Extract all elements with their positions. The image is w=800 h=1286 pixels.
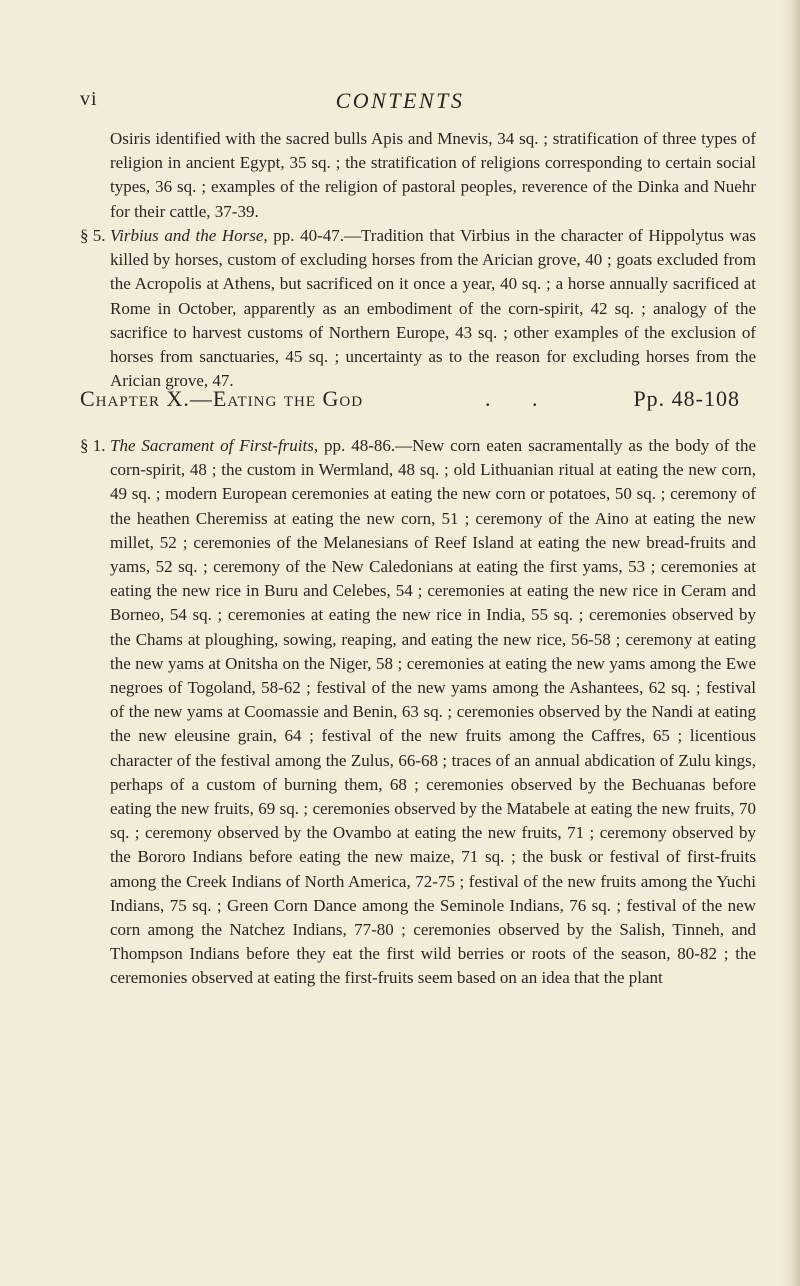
section-1-text: pp. 48-86.—New corn eaten sacramentally as the body of the corn-spirit, 48 ; the custom in Wermland, 48 sq. ; old Lithuanian ritual at eating the new corn, 49 sq. ; modern European ceremonies at eating the new corn or potatoes, 50 sq. ; ceremony of the heathen Cheremiss at eating the new corn, 51 ; ceremony of the Aino at eating the new millet, 52 ; ceremonies of the Melanesians of Reef Island at eating the new bread-fruits and yams, 52 sq. ; ceremony of the New Caledonians at eating the first yams, 53 ; ceremonies at eating the new rice in Buru and Celebes, 54 ; ceremonies at eating the new rice in Ceram and Borneo, 54 sq. ; ceremonies at eating the new rice in India, 55 sq. ; ceremonies observed by the Chams at ploughing, sowing, reaping, and eating the new rice, 56-58 ; ceremony at eating the new yams at Onitsha on the Niger, 58 ; ceremonies at eating the new yams among the Ewe negroes of Togoland, 58-62 ; festival of the new yams among the Ashantees, 62 sq. ; festival of the new yams at Coomassie and Benin, 63 sq. ; ceremonies observed by the Nandi at eating the new eleusine grain, 64 ; festival of the new fruits among the Caffres, 65 ; licentious character of the festival among the Zulus, 66-68 ; traces of an annual abdication of Zulu kings, perhaps of a custom of burning them, 68 ; ceremonies observed by the Bechuanas before eating the new fruits, 69 sq. ; ceremonies observed by the Matabele at eating the new fruits, 70 sq. ; ceremony observed by the Ovambo at eating the new fruits, 71 ; ceremony observed by the Bororo Indians before eating the new maize, 71 sq. ; the busk or festival of first-fruits among the Creek Indians of North America, 72-75 ; festival of the new fruits among the Yuchi Indians, 75 sq. ; Green Corn Dance among the Seminole Indians, 76 sq. ; festival of the new corn among the Natchez Indians, 77-80 ; ceremonies observed by the Salish, Tinneh, and Thompson Indians before they eat the first wild berries or roots of the season, 80-82 ; the ceremonies observed at eating the first-fruits seem based on an idea that the plant bbox=[110, 436, 756, 988]
page-edge-shadow bbox=[782, 0, 800, 1286]
section-1-entry bbox=[80, 434, 756, 991]
section-1-mark: § 1. bbox=[80, 436, 106, 455]
page-number: vi bbox=[80, 88, 98, 110]
intro-paragraph bbox=[80, 127, 756, 224]
section-5-mark: § 5. bbox=[80, 226, 106, 245]
section-5-text: pp. 40-47.—Tradition that Virbius in the character of Hippolytus was killed by horses, custom of excluding horses from the Arician grove, 40 ; goats excluded from the Acropolis at Athens, but sacrificed on it once a year, 40 sq. ; a horse annually sacrificed at Rome in October, apparently as an embodiment of the corn-spirit, 42 sq. ; analogy of the sacrifice to harvest customs of Northern Europe, 43 sq. ; other examples of the exclusion of horses from sanctuaries, 45 sq. ; uncertainty as to the reason for excluding horses from the Arician grove, 47. bbox=[110, 226, 756, 391]
chapter-pages: Pp. 48-108 bbox=[633, 386, 740, 411]
chapter-title: Chapter X.—Eating the God bbox=[80, 386, 364, 411]
section-1 bbox=[80, 434, 756, 991]
chapter-leader-dots: . . bbox=[485, 386, 556, 411]
chapter-heading bbox=[80, 386, 740, 418]
section-5-entry bbox=[80, 224, 756, 393]
intro-text: Osiris identified with the sacred bulls Apis and Mnevis, 34 sq. ; stratification of three types of religion in ancient Egypt, 35 sq. ; the stratification of religions corresponding to certain social types, 36 sq. ; examples of the religion of pastoral peoples, reverence of the Dinka and Nuehr for their cattle, 37-39. bbox=[110, 129, 756, 221]
page-header bbox=[0, 88, 800, 118]
section-5 bbox=[80, 224, 756, 393]
section-5-title: Virbius and the Horse, bbox=[110, 226, 268, 245]
running-head: CONTENTS bbox=[335, 88, 465, 113]
section-1-title: The Sacrament of First-fruits, bbox=[110, 436, 319, 455]
